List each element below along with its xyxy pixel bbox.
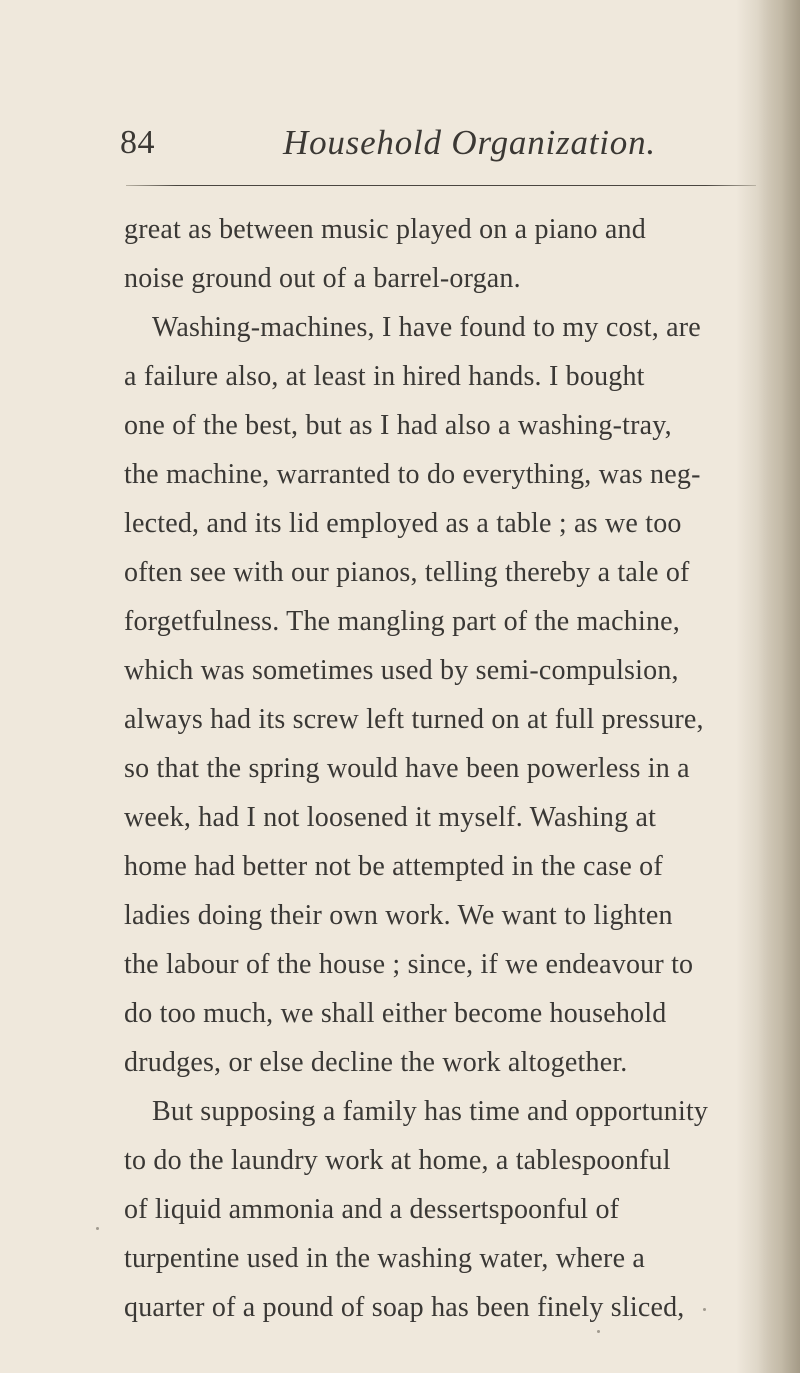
page-header [120,124,760,174]
text-line: quarter of a pound of soap has been finely sliced, [124,1292,685,1323]
text-line: always had its screw left turned on at full pressure, [124,704,704,735]
header-rule [126,185,756,186]
body-text [124,205,760,1332]
text-line: forgetfulness. The mangling part of the machine, [124,606,680,637]
text-line: great as between music played on a piano and [124,214,646,245]
text-line: to do the laundry work at home, a tablespoonful [124,1145,671,1176]
running-head: Household Organization. [283,123,656,162]
text-line: often see with our pianos, telling thereby a tale of [124,557,690,588]
text-line: the labour of the house ; since, if we endeavour to [124,949,694,980]
paragraph-first-line: But supposing a family has time and opportunity [152,1096,709,1127]
text-line: turpentine used in the washing water, where a [124,1243,646,1274]
print-speck [597,1330,600,1333]
text-line: noise ground out of a barrel-organ. [124,263,521,294]
text-line: the machine, warranted to do everything, was neg- [124,459,701,490]
text-line: ladies doing their own work. We want to lighten [124,900,673,931]
print-speck [703,1308,706,1311]
print-speck [96,1227,99,1230]
text-line: do too much, we shall either become household [124,998,667,1029]
page-edge-shadow [758,0,800,1373]
paragraph-first-line: Washing-machines, I have found to my cost, are [152,312,701,343]
text-line: of liquid ammonia and a dessertspoonful of [124,1194,620,1225]
text-line: a failure also, at least in hired hands. I bought [124,361,645,392]
text-line: lected, and its lid employed as a table ; as we too [124,508,682,539]
text-line: which was sometimes used by semi-compulsion, [124,655,679,686]
text-line: drudges, or else decline the work altogether. [124,1047,628,1078]
page-number: 84 [120,124,155,161]
text-line: so that the spring would have been powerless in a [124,753,690,784]
text-line: home had better not be attempted in the case of [124,851,663,882]
text-line: week, had I not loosened it myself. Washing at [124,802,657,833]
text-line: one of the best, but as I had also a washing-tray, [124,410,672,441]
